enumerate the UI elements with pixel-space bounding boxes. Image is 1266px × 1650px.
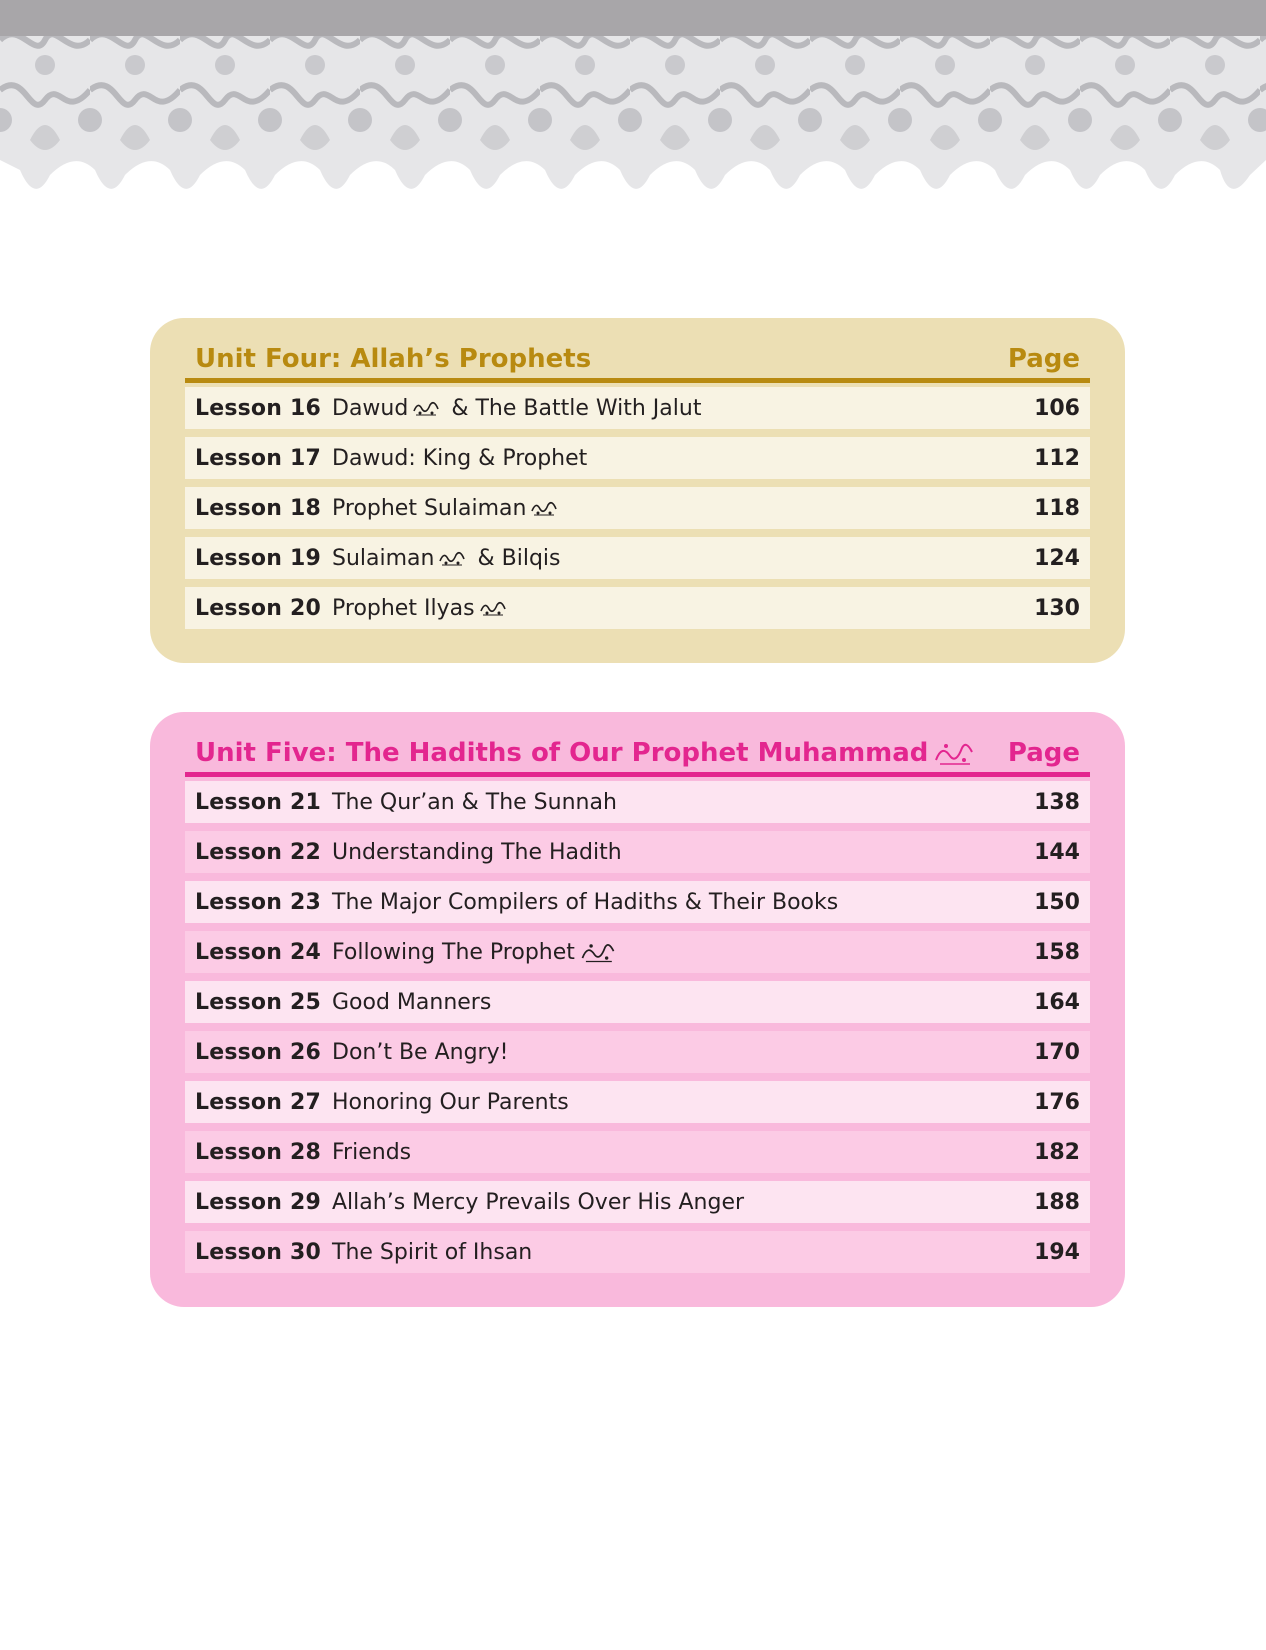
honorific-calligraphy-icon xyxy=(412,399,440,417)
lesson-page-number: 138 xyxy=(1034,789,1080,815)
lesson-title: Sulaiman & Bilqis xyxy=(332,545,561,571)
lesson-number: Lesson 23 xyxy=(195,889,321,915)
lesson-number: Lesson 26 xyxy=(195,1039,321,1065)
honorific-calligraphy-icon xyxy=(438,549,466,567)
lesson-title: The Qur’an & The Sunnah xyxy=(332,789,617,815)
lesson-page-number: 124 xyxy=(1034,545,1080,571)
lesson-number: Lesson 21 xyxy=(195,789,321,815)
lesson-row-27[interactable] xyxy=(185,1081,1090,1123)
lesson-row-16[interactable] xyxy=(185,387,1090,429)
lesson-title: Friends xyxy=(332,1139,412,1165)
lesson-title: The Major Compilers of Hadiths & Their Books xyxy=(332,889,839,915)
lesson-title: Following The Prophet xyxy=(332,939,1034,965)
lesson-row-17[interactable] xyxy=(185,437,1090,479)
unit-four-title: Unit Four: Allah’s Prophets xyxy=(195,344,592,374)
lesson-title: Good Manners xyxy=(332,989,492,1015)
lesson-page-number: 130 xyxy=(1034,595,1080,621)
lesson-row-21[interactable] xyxy=(185,781,1090,823)
unit-five-panel xyxy=(150,712,1125,1307)
lesson-number: Lesson 18 xyxy=(195,495,321,521)
lesson-page-number: 150 xyxy=(1034,889,1080,915)
honorific-calligraphy-icon xyxy=(530,499,558,517)
salawat-calligraphy-icon xyxy=(932,738,976,768)
lesson-number: Lesson 22 xyxy=(195,839,321,865)
lesson-number: Lesson 29 xyxy=(195,1189,321,1215)
unit-four-panel xyxy=(150,318,1125,663)
lesson-row-29[interactable] xyxy=(185,1181,1090,1223)
lesson-row-22[interactable] xyxy=(185,831,1090,873)
lesson-row-24[interactable] xyxy=(185,931,1090,973)
unit-four-page-label: Page xyxy=(1007,344,1080,374)
lesson-page-number: 182 xyxy=(1034,1139,1080,1165)
lesson-row-19[interactable] xyxy=(185,537,1090,579)
lesson-number: Lesson 28 xyxy=(195,1139,321,1165)
lesson-row-25[interactable] xyxy=(185,981,1090,1023)
lesson-number: Lesson 20 xyxy=(195,595,321,621)
lesson-number: Lesson 19 xyxy=(195,545,321,571)
salawat-calligraphy-icon xyxy=(579,939,617,965)
lesson-number: Lesson 27 xyxy=(195,1089,321,1115)
lesson-page-number: 158 xyxy=(1034,939,1080,965)
lesson-page-number: 144 xyxy=(1034,839,1080,865)
lesson-title: Understanding The Hadith xyxy=(332,839,622,865)
lesson-title: Dawud: King & Prophet xyxy=(332,445,588,471)
lesson-row-26[interactable] xyxy=(185,1031,1090,1073)
lesson-number: Lesson 16 xyxy=(195,395,321,421)
unit-five-header xyxy=(185,732,1090,777)
unit-five-lesson-list xyxy=(185,777,1090,1273)
lesson-number: Lesson 25 xyxy=(195,989,321,1015)
lesson-title: The Spirit of Ihsan xyxy=(332,1239,533,1265)
lesson-title: Allah’s Mercy Prevails Over His Anger xyxy=(332,1189,745,1215)
decorative-header-ornament xyxy=(0,0,1266,210)
lesson-page-number: 194 xyxy=(1034,1239,1080,1265)
lesson-page-number: 118 xyxy=(1034,495,1080,521)
lesson-row-20[interactable] xyxy=(185,587,1090,629)
lesson-number: Lesson 30 xyxy=(195,1239,321,1265)
lesson-number: Lesson 17 xyxy=(195,445,321,471)
lesson-row-18[interactable] xyxy=(185,487,1090,529)
lesson-page-number: 188 xyxy=(1034,1189,1080,1215)
honorific-calligraphy-icon xyxy=(479,599,507,617)
unit-four-header xyxy=(185,338,1090,383)
lesson-title: Honoring Our Parents xyxy=(332,1089,569,1115)
lesson-page-number: 112 xyxy=(1034,445,1080,471)
unit-five-page-label: Page xyxy=(1007,738,1080,768)
lesson-page-number: 176 xyxy=(1034,1089,1080,1115)
lesson-row-30[interactable] xyxy=(185,1231,1090,1273)
unit-five-title: Unit Five: The Hadiths of Our Prophet Muhammad xyxy=(195,738,980,772)
lesson-title: Dawud & The Battle With Jalut xyxy=(332,395,702,421)
lesson-row-23[interactable] xyxy=(185,881,1090,923)
lesson-page-number: 164 xyxy=(1034,989,1080,1015)
lesson-title: Prophet Ilyas xyxy=(332,596,1034,621)
unit-four-lesson-list xyxy=(185,383,1090,629)
lesson-title: Prophet Sulaiman xyxy=(332,496,1034,521)
lesson-title: Don’t Be Angry! xyxy=(332,1039,509,1065)
lesson-page-number: 106 xyxy=(1034,395,1080,421)
lesson-number: Lesson 24 xyxy=(195,939,321,965)
lesson-row-28[interactable] xyxy=(185,1131,1090,1173)
lesson-page-number: 170 xyxy=(1034,1039,1080,1065)
